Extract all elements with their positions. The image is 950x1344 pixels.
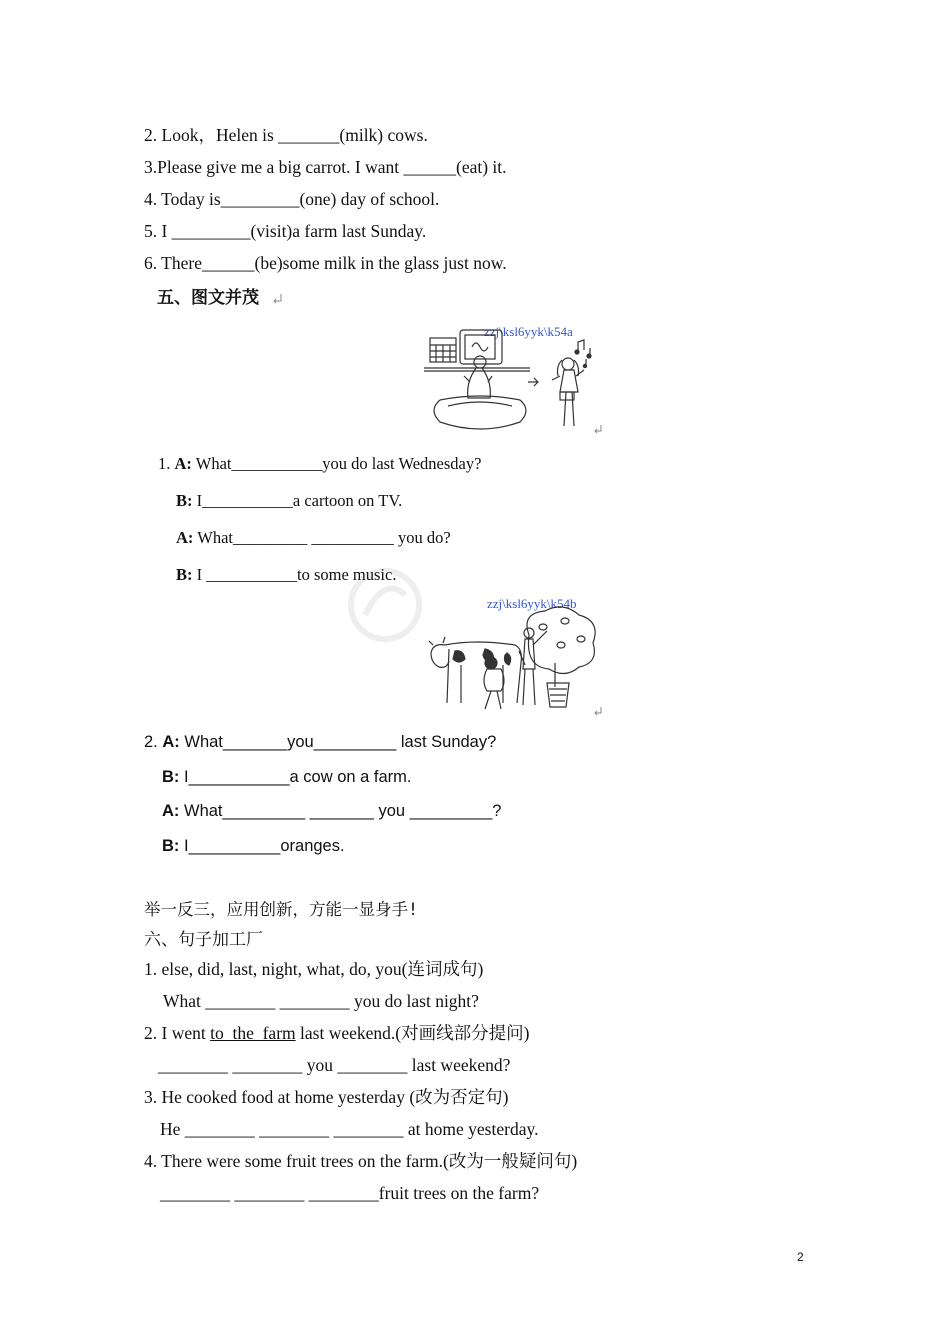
part4-question-2: 2. Look，Helen is _______(milk) cows. (144, 125, 428, 145)
speaker-b: B: (162, 837, 180, 855)
speaker-a: A: (176, 528, 194, 547)
part6-question-4: 4. There were some fruit trees on the farm.(改为一般疑问句) (144, 1151, 578, 1171)
part4-question-3: 3.Please give me a big carrot. I want ______(eat) it. (144, 157, 507, 177)
dialog1-line2-text: I___________a cartoon on TV. (192, 491, 403, 510)
return-mark-icon (593, 706, 603, 716)
dialog2-line3-text: What_________ _______ you _________? (179, 802, 502, 820)
dialog1-line1-text: What___________you do last Wednesday? (191, 454, 482, 473)
tv-and-music-illustration (420, 322, 610, 437)
dialog2-line4-text: I__________oranges. (179, 837, 345, 855)
part4-question-5: 5. I _________(visit)a farm last Sunday. (144, 221, 427, 241)
part6-question-2 (144, 1025, 529, 1043)
dialog1-line4-text: I ___________to some music. (192, 565, 397, 584)
part6-question-3: 3. He cooked food at home yesterday (改为否定句) (144, 1087, 509, 1107)
page-number: 2 (797, 1250, 804, 1264)
dialog2-line1-text: What_______you_________ last Sunday? (179, 733, 497, 751)
dialog2-line3 (162, 803, 501, 820)
dialog1-number: 1. (158, 454, 171, 473)
part6-answer-1: What ________ ________ you do last night? (163, 991, 479, 1011)
return-mark-icon (272, 293, 284, 305)
dialog1-line2 (176, 493, 402, 510)
q2-prefix: 2. I went (144, 1023, 211, 1043)
part6-answer-3: He ________ ________ ________ at home yesterday. (160, 1119, 539, 1139)
dialog1-line1 (158, 456, 481, 473)
part4-question-4: 4. Today is_________(one) day of school. (144, 189, 440, 209)
image1-label: zzj\ksl6yyk\k54a (484, 324, 573, 339)
part6-heading: 六、句子加工厂 (144, 930, 263, 950)
speaker-a: A: (162, 733, 180, 751)
dialog2-number: 2. (144, 733, 163, 751)
part6-answer-2: ________ ________ you ________ last weekend? (158, 1055, 511, 1075)
speaker-a: A: (174, 454, 192, 473)
part6-answer-4: ________ ________ ________fruit trees on the farm? (160, 1183, 540, 1203)
return-mark-icon (593, 424, 603, 434)
part6-question-1: 1. else, did, last, night, what, do, you(连词成句) (144, 959, 484, 979)
motto: 举一反三，应用创新，方能一显身手! (144, 900, 418, 919)
part4-question-6: 6. There______(be)some milk in the glass just now. (144, 253, 507, 273)
farm-illustration (425, 605, 605, 717)
dialog2-line2-text: I___________a cow on a farm. (179, 768, 412, 786)
speaker-a: A: (162, 802, 180, 820)
part5-heading: 五、图文并茂 (157, 288, 259, 308)
dialog1-line3-text: What_________ __________ you do? (193, 528, 451, 547)
image2-label: zzj\ksl6yyk\k54b (487, 596, 577, 611)
q2-suffix: last weekend.(对画线部分提问) (295, 1023, 530, 1043)
dialog2-line2 (162, 769, 412, 786)
q2-underlined-phrase: to the farm (210, 1023, 296, 1043)
speaker-b: B: (176, 565, 193, 584)
dialog2-line1 (144, 734, 496, 751)
speaker-b: B: (176, 491, 193, 510)
speaker-b: B: (162, 768, 180, 786)
dialog2-line4 (162, 838, 345, 855)
